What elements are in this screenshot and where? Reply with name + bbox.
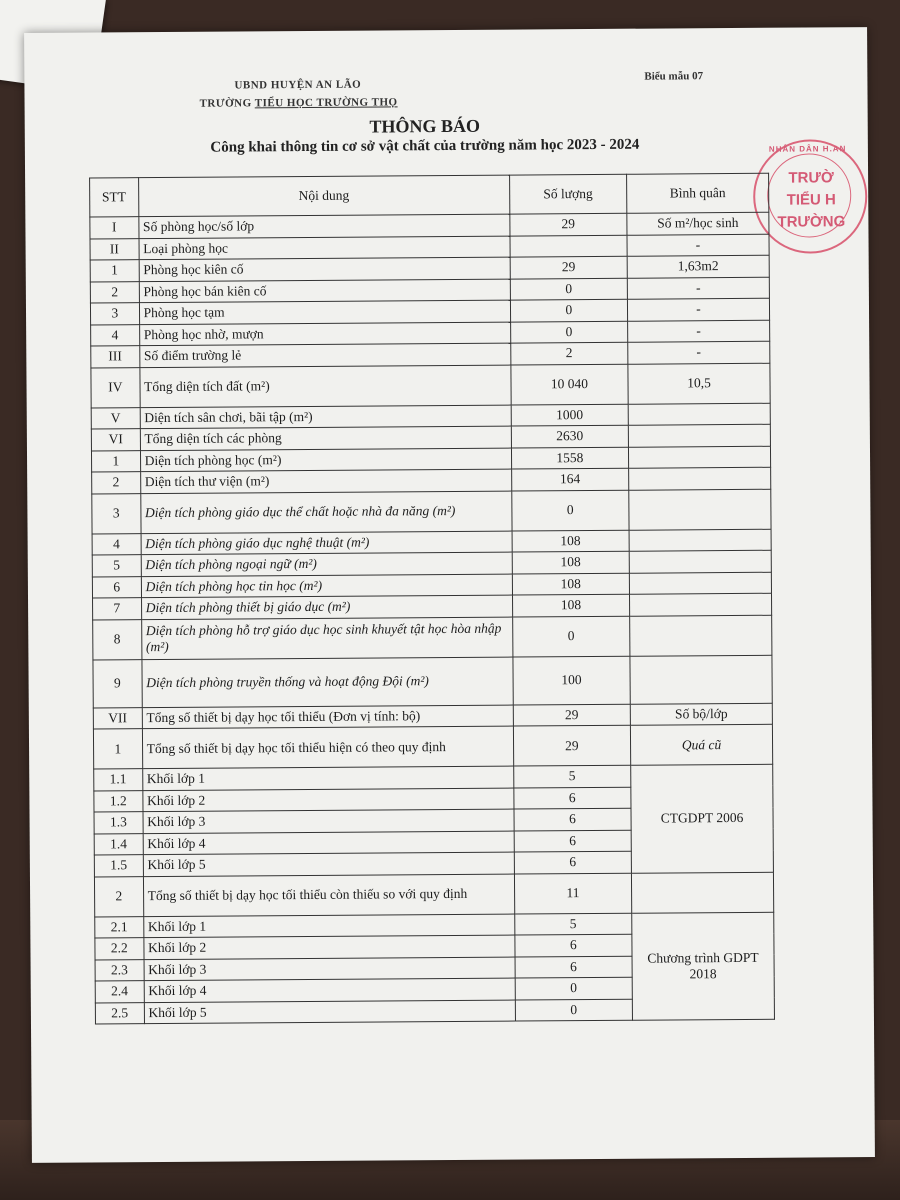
cell-bq: - — [627, 277, 769, 299]
cell-stt: 1 — [91, 450, 140, 472]
cell-sl: 2630 — [511, 425, 628, 447]
cell-bq — [630, 615, 772, 656]
cell-stt: VI — [91, 429, 140, 451]
cell-stt: 1.4 — [94, 833, 143, 855]
document-subtitle: Công khai thông tin cơ sở vật chất của trường năm học 2023 - 2024 — [210, 136, 640, 156]
cell-sl: 10 040 — [511, 364, 628, 405]
facilities-table — [89, 173, 775, 1025]
cell-bq — [629, 550, 771, 572]
cell-stt: 4 — [91, 324, 140, 346]
cell-stt: 2.3 — [95, 959, 144, 981]
cell-sl: 108 — [512, 530, 629, 552]
cell-nd: Số điểm trường lẻ — [139, 343, 510, 367]
cell-sl: 0 — [510, 321, 627, 343]
cell-stt: 1.2 — [94, 790, 143, 812]
document-title: THÔNG BÁO — [369, 115, 481, 137]
cell-sl: 6 — [514, 851, 631, 873]
cell-stt: VII — [93, 707, 142, 729]
cell-bq — [629, 467, 771, 489]
cell-nd: Số phòng học/số lớp — [138, 214, 509, 238]
cell-sl: 1558 — [511, 447, 628, 469]
cell-stt: 3 — [90, 303, 139, 325]
cell-sl: 0 — [510, 299, 627, 321]
cell-sl: 5 — [514, 913, 631, 935]
document-sheet — [24, 27, 875, 1163]
cell-stt: 1 — [93, 729, 142, 769]
cell-sl: 108 — [512, 594, 629, 616]
cell-stt: 6 — [92, 576, 141, 598]
cell-nd: Khối lớp 3 — [144, 957, 515, 981]
school-header — [200, 96, 398, 109]
table-row — [95, 912, 774, 938]
cell-nd: Tổng số thiết bị dạy học tối thiểu hiện có theo quy định — [142, 726, 513, 769]
cell-sl: 29 — [510, 213, 627, 235]
cell-stt: V — [91, 407, 140, 429]
cell-bq — [631, 872, 773, 913]
cell-stt: 8 — [93, 619, 142, 659]
cell-sl: 6 — [514, 830, 631, 852]
cell-stt: 1 — [90, 260, 139, 282]
cell-nd: Phòng học tạm — [139, 300, 510, 324]
cell-bq — [628, 446, 770, 468]
cell-stt: IV — [91, 367, 140, 407]
cell-nd: Khối lớp 2 — [143, 935, 514, 959]
cell-nd: Tổng diện tích các phòng — [140, 426, 511, 450]
table-header-row — [90, 173, 769, 217]
cell-stt: 1.1 — [94, 769, 143, 791]
cell-nd: Khối lớp 5 — [143, 852, 514, 876]
cell-sl: 6 — [515, 934, 632, 956]
cell-nd: Khối lớp 4 — [144, 978, 515, 1002]
cell-bq: - — [627, 234, 769, 256]
cell-sl: 0 — [512, 616, 629, 657]
school-name: TIỂU HỌC TRƯỜNG THỌ — [254, 96, 398, 110]
cell-bq — [629, 572, 771, 594]
cell-sl: 0 — [512, 490, 629, 531]
cell-nd: Khối lớp 3 — [143, 809, 514, 833]
cell-nd: Diện tích phòng truyền thống và hoạt động Đội (m²) — [142, 657, 513, 708]
cell-nd: Diện tích phòng giáo dục thể chất hoặc nhà đa năng (m²) — [140, 491, 511, 534]
cell-bq: Số m²/học sinh — [627, 212, 769, 234]
cell-stt: 2.5 — [95, 1002, 144, 1024]
group-note-ctgdpt-2006: CTGDPT 2006 — [631, 764, 774, 872]
cell-nd: Khối lớp 1 — [142, 766, 513, 790]
cell-nd: Diện tích phòng học tin học (m²) — [141, 574, 512, 598]
cell-bq: - — [627, 298, 769, 320]
cell-bq: 1,63m2 — [627, 255, 769, 277]
col-header-average: Bình quân — [626, 173, 768, 213]
cell-stt: 2.4 — [95, 981, 144, 1003]
cell-sl: 5 — [513, 765, 630, 787]
cell-bq: 10,5 — [628, 363, 770, 404]
cell-sl: 29 — [513, 725, 630, 766]
cell-stt: 3 — [92, 493, 141, 533]
cell-nd: Tổng diện tích đất (m²) — [140, 365, 511, 408]
col-header-content: Nội dung — [138, 175, 509, 217]
authority-header: UBND HUYỆN AN LÃO — [234, 78, 362, 92]
cell-nd: Khối lớp 2 — [142, 788, 513, 812]
cell-nd: Diện tích phòng học (m²) — [140, 448, 511, 472]
cell-sl: 1000 — [511, 404, 628, 426]
cell-bq — [630, 655, 772, 704]
cell-stt: 2 — [90, 281, 139, 303]
cell-stt: I — [90, 217, 139, 239]
table-row — [94, 872, 773, 917]
cell-bq: Quá cũ — [630, 724, 772, 765]
cell-nd: Diện tích thư viện (m²) — [140, 469, 511, 493]
col-header-quantity: Số lượng — [509, 174, 626, 214]
cell-nd: Diện tích phòng hỗ trợ giáo dục học sinh khuyết tật học hòa nhập (m²) — [141, 617, 512, 660]
stamp-text: TRƯỜ TIỂU H TRƯỜNG — [777, 169, 846, 231]
cell-bq — [629, 489, 771, 530]
table-row — [93, 615, 772, 660]
cell-stt: 2.1 — [95, 916, 144, 938]
group-note-gdpt-2018: Chương trình GDPT 2018 — [632, 912, 775, 1020]
cell-nd: Khối lớp 5 — [144, 1000, 515, 1024]
school-seal-stamp — [753, 139, 868, 254]
cell-stt: 7 — [93, 598, 142, 620]
cell-stt: 2.2 — [95, 938, 144, 960]
cell-sl: 100 — [513, 656, 630, 705]
cell-sl: 108 — [512, 551, 629, 573]
table-row — [91, 363, 770, 408]
cell-stt: 5 — [92, 555, 141, 577]
cell-nd: Loại phòng học — [139, 236, 510, 260]
table-row — [93, 655, 772, 708]
cell-sl: 0 — [515, 977, 632, 999]
form-number: Biểu mẫu 07 — [644, 70, 704, 83]
cell-sl: 0 — [515, 999, 632, 1021]
cell-sl: 108 — [512, 573, 629, 595]
cell-stt: 2 — [94, 876, 143, 916]
cell-bq — [628, 424, 770, 446]
table-row — [92, 489, 771, 534]
table-row — [93, 724, 772, 769]
cell-stt: 2 — [92, 472, 141, 494]
cell-sl — [510, 235, 627, 257]
cell-nd: Tổng số thiết bị dạy học tối thiểu (Đơn vị tính: bộ) — [142, 705, 513, 729]
cell-sl: 29 — [510, 256, 627, 278]
cell-bq: - — [628, 341, 770, 363]
cell-sl: 6 — [514, 787, 631, 809]
cell-stt: III — [91, 346, 140, 368]
cell-nd: Diện tích sân chơi, bãi tập (m²) — [140, 405, 511, 429]
cell-bq: - — [628, 320, 770, 342]
cell-nd: Diện tích phòng giáo dục nghệ thuật (m²) — [141, 531, 512, 555]
cell-nd: Khối lớp 4 — [143, 831, 514, 855]
cell-nd: Khối lớp 1 — [143, 914, 514, 938]
cell-bq — [629, 529, 771, 551]
cell-stt: 1.3 — [94, 812, 143, 834]
cell-bq — [628, 403, 770, 425]
cell-sl: 164 — [511, 468, 628, 490]
cell-nd: Phòng học kiên cố — [139, 257, 510, 281]
cell-sl: 29 — [513, 704, 630, 726]
cell-sl: 11 — [514, 873, 631, 914]
cell-stt: II — [90, 238, 139, 260]
table-row — [94, 764, 773, 790]
cell-sl: 6 — [515, 956, 632, 978]
cell-stt: 9 — [93, 659, 142, 707]
cell-nd: Phòng học nhờ, mượn — [139, 322, 510, 346]
cell-sl: 0 — [510, 278, 627, 300]
cell-sl: 6 — [514, 808, 631, 830]
cell-bq: Số bộ/lớp — [630, 703, 772, 725]
cell-stt: 1.5 — [94, 855, 143, 877]
cell-sl: 2 — [511, 342, 628, 364]
school-prefix: TRƯỜNG — [199, 97, 252, 110]
cell-stt: 4 — [92, 533, 141, 555]
cell-nd: Diện tích phòng ngoại ngữ (m²) — [141, 552, 512, 576]
cell-nd: Phòng học bán kiên cố — [139, 279, 510, 303]
stamp-arc-text: NHÂN DÂN H.AN — [768, 144, 847, 154]
cell-nd: Diện tích phòng thiết bị giáo dục (m²) — [141, 595, 512, 619]
col-header-stt: STT — [90, 178, 139, 217]
cell-bq — [629, 593, 771, 615]
cell-nd: Tổng số thiết bị dạy học tối thiểu còn thiếu so với quy định — [143, 874, 514, 917]
